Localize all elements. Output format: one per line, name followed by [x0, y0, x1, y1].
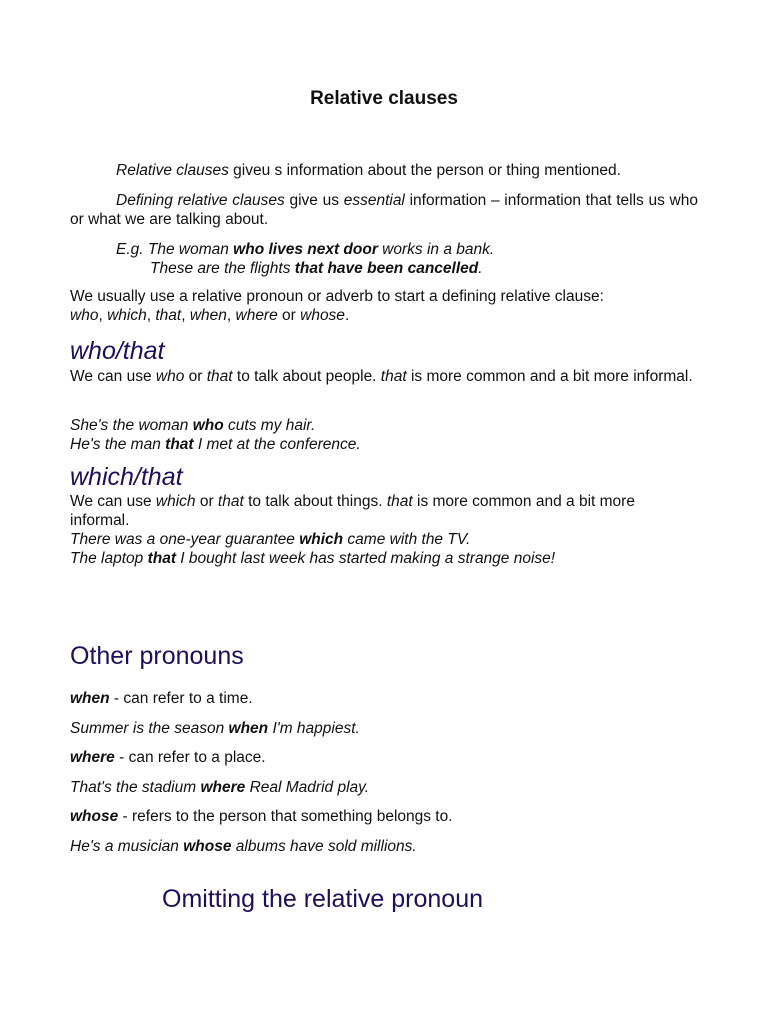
text: works in a bank.: [377, 241, 495, 258]
text: We can use: [70, 493, 156, 510]
text: to talk about people.: [232, 368, 381, 385]
term: essential: [343, 192, 405, 209]
text: We usually use a relative pronoun or adverb to start a defining relative clause:: [70, 288, 604, 305]
term: where: [235, 307, 278, 324]
term: where: [70, 749, 115, 766]
heading-who-that: who/that: [70, 337, 165, 365]
text: information – information that tells us who or what we are talking about.: [70, 192, 698, 228]
text: or: [195, 493, 218, 510]
term: whose: [70, 808, 119, 825]
text: came with the TV.: [343, 531, 471, 548]
term: when: [70, 690, 110, 707]
text: I bought last week has started making a strange noise!: [175, 550, 556, 567]
highlight: which: [299, 531, 344, 548]
whose-example: [70, 837, 698, 856]
where-definition: [70, 748, 698, 767]
which-that-paragraph: [70, 492, 670, 530]
intro-paragraph-2: [70, 191, 698, 229]
highlight: when: [228, 720, 269, 737]
who-that-paragraph: [70, 367, 698, 386]
text: or: [277, 307, 301, 324]
text: .: [344, 307, 350, 324]
highlight: that: [147, 550, 176, 567]
term: which: [107, 307, 147, 324]
text: He's the man: [70, 436, 166, 453]
text: give us: [284, 192, 344, 209]
text: These are the flights: [150, 260, 295, 277]
text: ,: [146, 307, 156, 324]
text: We can use: [70, 368, 156, 385]
text: or: [184, 368, 207, 385]
text: cuts my hair.: [223, 417, 316, 434]
when-example: [70, 719, 698, 738]
term: when: [189, 307, 227, 324]
term: that: [206, 368, 233, 385]
intro-paragraph-1: [70, 161, 698, 180]
text: I'm happiest.: [268, 720, 360, 737]
text: to talk about things.: [243, 493, 387, 510]
heading-which-that: which/that: [70, 463, 183, 491]
text: I met at the conference.: [193, 436, 361, 453]
text: ,: [98, 307, 108, 324]
text: - can refer to a time.: [109, 690, 253, 707]
text: giveu s information about the person or thing mentioned.: [228, 162, 621, 179]
highlight: that: [165, 436, 194, 453]
heading-other-pronouns: Other pronouns: [70, 642, 244, 670]
term: that: [380, 368, 407, 385]
term: which: [155, 493, 196, 510]
term: who: [70, 307, 99, 324]
term: that: [217, 493, 244, 510]
text: ,: [181, 307, 190, 324]
who-example-2: [70, 435, 698, 454]
term: Defining relative clauses: [116, 192, 285, 209]
text: E.g. The woman: [116, 241, 234, 258]
highlight: that have been cancelled: [294, 260, 479, 277]
highlight: whose: [183, 838, 232, 855]
highlight: who: [192, 417, 224, 434]
which-example-1: [70, 530, 698, 549]
text: albums have sold millions.: [231, 838, 417, 855]
text: He's a musician: [70, 838, 184, 855]
text: ,: [226, 307, 236, 324]
text: .: [478, 260, 483, 277]
text: is more common and a bit more informal.: [70, 493, 635, 529]
text: is more common and a bit more informal.: [406, 368, 693, 385]
page-title: Relative clauses: [310, 88, 458, 109]
text: - refers to the person that something belongs to.: [118, 808, 453, 825]
which-example-2: [70, 549, 698, 568]
heading-omitting: Omitting the relative pronoun: [162, 885, 484, 913]
term: whose: [300, 307, 345, 324]
text: That's the stadium: [70, 779, 201, 796]
highlight: where: [200, 779, 246, 796]
highlight: who lives next door: [233, 241, 378, 258]
text: Real Madrid play.: [245, 779, 370, 796]
term: that: [155, 307, 182, 324]
who-example-1: [70, 416, 698, 435]
when-definition: [70, 689, 698, 708]
whose-definition: [70, 807, 698, 826]
example-2: [150, 259, 768, 278]
term: who: [155, 368, 185, 385]
text: The laptop: [70, 550, 148, 567]
text: There was a one-year guarantee: [70, 531, 300, 548]
term: that: [386, 493, 413, 510]
text: Summer is the season: [70, 720, 229, 737]
where-example: [70, 778, 698, 797]
example-1: [116, 240, 744, 259]
text: - can refer to a place.: [114, 749, 266, 766]
intro-paragraph-3: [70, 287, 615, 325]
term: Relative clauses: [116, 162, 229, 179]
text: She's the woman: [70, 417, 193, 434]
